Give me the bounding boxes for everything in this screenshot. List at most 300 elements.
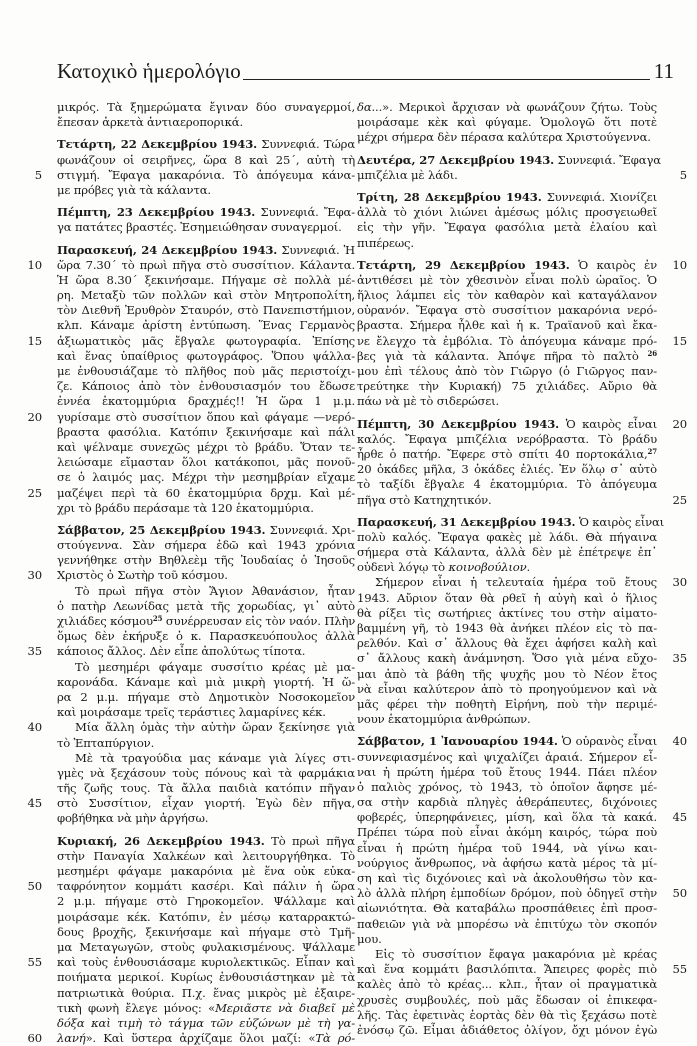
body-text: μου ἐπὶ τέλους ἀπὸ τὸν Γιῶργο (ὁ Γιῶργος παν- bbox=[357, 364, 657, 378]
entry-date: Δευτέρα, 27 Δεκεμβρίου 1943. bbox=[357, 152, 555, 167]
body-text: συννεφιασμένος καὶ ψιχαλίζει ἀραιά. Σήμερον εἶ- bbox=[357, 749, 657, 764]
text-line bbox=[357, 901, 657, 916]
text-line bbox=[357, 333, 687, 349]
entry-date: Πέμπτη, 30 Δεκεμβρίου 1943. bbox=[357, 416, 560, 431]
paragraph-gap bbox=[357, 183, 657, 190]
text-line bbox=[357, 432, 657, 447]
text-line bbox=[357, 560, 657, 575]
body-text: σε ὁ λαιμός μας. Μέχρι τὴν μεσημβρίαν εἴχαμε bbox=[57, 470, 355, 485]
italic-text: δα bbox=[357, 100, 372, 114]
text-line bbox=[57, 970, 355, 985]
body-text: λὸ ἀλλὰ πλήρη ἐμποδίων δρόμον, ποὺ ὁδηγεῖ στὴν bbox=[357, 886, 657, 901]
text-line bbox=[357, 977, 657, 992]
text-line bbox=[57, 675, 355, 690]
text-line bbox=[57, 153, 355, 168]
body-text: ἀξιωματικὸς μᾶς ἔβγαλε φωτογραφία. Ἐπίσης bbox=[57, 333, 355, 348]
body-text: σήμερα στὰ Κάλαντα, ἀλλὰ δὲν μὲ ἐπέτρεψε ἐπ᾽ bbox=[357, 545, 657, 560]
body-text: συνέρρευσαν εἰς τὸν ναόν. Πλὴν bbox=[162, 614, 356, 628]
text-line bbox=[57, 849, 355, 864]
body-text: Ὁ οὐρανὸς εἶναι bbox=[557, 734, 657, 749]
body-text: ποιήματα μερικοί. Κυρίως ἐνθουσιάστηκαν μὲ τὰ bbox=[57, 970, 355, 985]
body-text: βραστα φασόλια. Κατόπιν ξεκινήσαμε καὶ πάλι bbox=[57, 424, 355, 439]
body-text: ταφρόνητον κομμάτι κασέρι. Καὶ πάλιν ἡ ὥρα bbox=[57, 879, 355, 894]
text-line bbox=[57, 1001, 355, 1016]
page-number: 11 bbox=[653, 59, 674, 83]
body-text: τὸ ταξίδι ἔβγαλε 4 ἑκατομμύρια. Τὸ ἀπόγευμα bbox=[357, 477, 657, 492]
text-line bbox=[357, 621, 657, 636]
body-text: Μία ἄλλη ὁμὰς τὴν αὐτὴν ὥραν ξεκίνησε γιὰ bbox=[75, 720, 355, 735]
italic-text: λανή bbox=[57, 1031, 86, 1046]
text-line bbox=[57, 599, 355, 614]
text-line bbox=[27, 796, 355, 811]
text-line bbox=[57, 425, 355, 440]
body-text: νουν ἑκατομμύρια ἀνθρώπων. bbox=[357, 712, 531, 727]
body-text: με πρόβες γιὰ τὰ κάλαντα. bbox=[57, 182, 211, 197]
body-text: Χριστὸς ὁ Σωτὴρ τοῦ κόσμου. bbox=[57, 568, 228, 583]
running-title: Κατοχικὸ ἡμερολόγιο bbox=[57, 59, 241, 83]
text-line bbox=[57, 629, 355, 644]
text-line bbox=[57, 183, 355, 198]
text-line bbox=[357, 871, 657, 886]
text-line bbox=[57, 379, 355, 394]
line-number: 45 bbox=[27, 796, 42, 811]
body-text: μαι ἀπὸ τὰ βάθη τῆς ψυχῆς μου τὸ Νέον ἔτος bbox=[357, 666, 657, 681]
body-text: Τὸ μεσημέρι φάγαμε συσσίτιο κρέας μὲ μα- bbox=[75, 659, 355, 674]
body-text: Εἰς τὸ συσσίτιον ἔφαγα μακαρόνια μὲ κρέας bbox=[375, 946, 657, 961]
body-text: 2 μ.μ. πήγαμε στὸ Γηροκομεῖον. Ψάλλαμε καὶ bbox=[57, 894, 355, 909]
line-number: 30 bbox=[672, 575, 687, 590]
header-rule bbox=[243, 79, 650, 80]
footnote-ref: 26 bbox=[647, 348, 657, 358]
entry-heading-line bbox=[357, 190, 657, 205]
text-line bbox=[357, 545, 657, 560]
text-line bbox=[357, 477, 657, 492]
text-line bbox=[34, 167, 355, 183]
body-text: φοβερές, ὑπερηφάνειες, μίση, καὶ ὅλα τὰ κακά. bbox=[357, 810, 657, 825]
body-text: εἶναι ἡ πρώτη ἡμέρα τοῦ 1944, νὰ γίνω και- bbox=[357, 840, 657, 855]
body-text: ζε. Κάποιος ἀπὸ τὸν ἐνθουσιασμόν του ἔδωσε bbox=[57, 379, 355, 394]
italic-text: κοινοβούλιον bbox=[448, 560, 527, 575]
line-number: 10 bbox=[672, 257, 687, 272]
text-line bbox=[357, 810, 687, 825]
body-text: νε ἔλεγχο τὰ ἐμβόλια. Τὸ ἀπόγευμα κάναμε πρό- bbox=[357, 333, 657, 348]
text-line bbox=[57, 751, 355, 766]
body-text: Ἡ ὥρα 8.30΄ ξεκινήσαμε. Πήγαμε σὲ πολλὰ μέ- bbox=[57, 272, 355, 287]
text-line bbox=[357, 795, 657, 810]
body-text: ση καὶ τὶς διχόνοιες καὶ νὰ ἀκολουθήσω τὸν κα- bbox=[357, 871, 657, 885]
body-text: εἰς τὴν γῆν. Ἔφαγα φασόλια μετὰ ἐλαίου καὶ bbox=[357, 220, 657, 235]
footnote-ref: 25 bbox=[152, 614, 163, 623]
body-text: Τὸ πρωὶ πῆγα bbox=[264, 833, 355, 848]
text-line bbox=[57, 614, 355, 629]
body-text: γεννήθηκε στὴν Βηθλεὲμ τῆς Ἰουδαίας ὁ Ἰησοῦς bbox=[57, 553, 355, 568]
body-text: λῆς. Τὰς ἐφετινὰς ἑορτὰς δὲν θὰ τὶς ξεχάσω ποτὲ bbox=[357, 1007, 657, 1022]
line-number: 35 bbox=[27, 644, 42, 659]
footnote-ref: 27 bbox=[647, 446, 657, 456]
line-number: 55 bbox=[672, 962, 687, 977]
text-line bbox=[357, 606, 657, 621]
text-line bbox=[57, 894, 355, 909]
text-line bbox=[57, 864, 355, 879]
text-line bbox=[57, 220, 355, 235]
body-text: οὐρανόν. Ἔφαγα στὸ συσσίτιον μακαρόνια νερό- bbox=[357, 303, 657, 318]
body-text: Συννεφιά. Χρι- bbox=[265, 522, 355, 537]
line-number: 5 bbox=[679, 167, 687, 182]
text-line bbox=[357, 462, 657, 477]
entry-date: Παρασκευή, 31 Δεκεμβρίου 1943. bbox=[357, 514, 576, 529]
text-line bbox=[357, 712, 657, 727]
body-text: πάω νὰ μὲ τὸ σιδερώσει. bbox=[357, 394, 500, 409]
paragraph-gap bbox=[57, 827, 355, 834]
text-line bbox=[57, 553, 355, 568]
text-line bbox=[57, 394, 355, 409]
footnote-marker[interactable] bbox=[648, 349, 657, 358]
body-text: μαζέψει περὶ τὰ 60 ἑκατομμύρια δρχμ. Καὶ μέ- bbox=[57, 485, 355, 500]
body-text: γμὲς νὰ ξεχάσουν τοὺς πόνους καὶ τὰ φαρμάκια bbox=[57, 765, 355, 780]
text-line bbox=[27, 1031, 356, 1046]
text-line bbox=[357, 167, 687, 183]
body-text: δους βροχῆς, ξεκινήσαμε καὶ πήγαμε στὸ Τμῆ- bbox=[57, 924, 355, 939]
left-column bbox=[27, 100, 356, 1046]
text-line bbox=[27, 644, 355, 659]
body-text: καὶ ἕνας ὑπαίθριος φωτογράφος. Ὅπου ψάλλα- bbox=[57, 348, 355, 363]
body-text: νὰ εἶναι καλύτερον ἀπὸ τὸ προηγούμενον καὶ νὰ bbox=[357, 681, 657, 696]
body-text: Ὁ καιρὸς εἶναι bbox=[559, 416, 658, 431]
body-text: Συννεφιά. Ἔφαγα bbox=[554, 152, 661, 167]
entry-date: Σάββατον, 1 Ἰανουαρίου 1944. bbox=[357, 734, 558, 749]
text-line bbox=[357, 273, 657, 288]
paragraph-gap bbox=[57, 236, 355, 243]
body-text: θὰ ρίξει τὶς σωτήριες ἀκτίνες του στὴν αἱματο- bbox=[357, 605, 657, 620]
running-header bbox=[57, 54, 674, 84]
text-line bbox=[357, 591, 657, 606]
text-line bbox=[357, 349, 657, 364]
line-number: 20 bbox=[672, 416, 687, 431]
body-text: ἔπεσαν ἀρκετὰ ἀντιαεροπορικά. bbox=[57, 115, 243, 130]
text-line bbox=[357, 115, 657, 130]
body-text: ὥρα 7.30΄ τὸ πρωὶ πῆγα στὸ συσσίτιον. Κάλαντα. bbox=[57, 257, 355, 272]
body-text: καὶ ψέλναμε συνεχῶς μέχρι τὸ βράδυ. Ὅταν τε- bbox=[57, 439, 355, 454]
body-text: μπιζέλια μὲ λάδι. bbox=[357, 167, 458, 182]
body-text: ρα 2 μ.μ. πήγαμε στὸ Δημοτικὸν Νοσοκομεῖον bbox=[57, 689, 355, 704]
entry-heading-line bbox=[357, 257, 687, 273]
paragraph-gap bbox=[357, 146, 657, 153]
body-text: βες γιὰ τὰ κάλαντα. Ἀπόψε πῆρα τὸ παλτὸ bbox=[357, 348, 648, 363]
entry-heading-line bbox=[57, 834, 355, 849]
text-line bbox=[27, 257, 355, 273]
footnote-marker[interactable] bbox=[153, 614, 162, 623]
text-line bbox=[57, 288, 355, 303]
line-number: 10 bbox=[27, 257, 42, 272]
text-line bbox=[57, 705, 355, 720]
entry-heading-line bbox=[357, 416, 687, 432]
text-line bbox=[57, 100, 355, 115]
line-number: 45 bbox=[672, 810, 687, 825]
entry-date: Παρασκευή, 24 Δεκεμβρίου 1943. bbox=[57, 242, 278, 257]
text-line bbox=[357, 288, 657, 303]
entry-heading-line bbox=[57, 137, 355, 152]
entry-date: Σάββατον, 25 Δεκεμβρίου 1943. bbox=[57, 522, 266, 537]
line-number: 20 bbox=[27, 409, 42, 424]
text-line bbox=[357, 530, 657, 545]
entry-heading-line bbox=[57, 243, 355, 258]
line-number: 35 bbox=[672, 651, 687, 666]
line-number: 40 bbox=[27, 720, 42, 735]
body-text: Συννεφιά. Ἡ bbox=[277, 242, 355, 257]
body-text: ὅμως δὲν ἐκήρυξε ὁ κ. Παρασκευόπουλος ἀλλὰ bbox=[57, 629, 355, 644]
body-text: πατριωτικὰ θούρια. Π.χ. ἕνας μικρὸς μὲ ἐξαιρε- bbox=[57, 985, 355, 1000]
paragraph-gap bbox=[357, 508, 657, 515]
body-text: ». Καὶ ὕστερα ἀρχίζαμε ὅλοι μαζί: « bbox=[85, 1031, 316, 1046]
text-line bbox=[357, 492, 687, 508]
text-line bbox=[27, 485, 355, 501]
text-line bbox=[57, 910, 355, 925]
text-line bbox=[57, 440, 355, 455]
body-text: Ὁ καιρὸς εἶναι bbox=[575, 514, 665, 529]
body-text: οὐδενὶ λόγῳ τὸ bbox=[357, 560, 449, 575]
body-text: Μὲ τὰ τραγούδια μας κάναμε γιὰ λίγες στι- bbox=[75, 750, 355, 765]
paragraph-gap bbox=[357, 251, 657, 258]
body-text: Πρέπει τώρα ποὺ εἶναι ἀκόμη καιρός, τώρα ποὺ bbox=[357, 825, 657, 840]
entry-heading-line bbox=[357, 152, 661, 168]
text-line bbox=[357, 993, 657, 1008]
body-text: φοβήθηκα νὰ μὴν ἀργήσω. bbox=[57, 811, 209, 826]
paragraph-gap bbox=[357, 410, 657, 417]
body-text: στιγμή. Ἔφαγα μακαρόνια. Τὸ ἀπόγευμα κάνα- bbox=[57, 167, 355, 182]
body-text: καλός. Ἔφαγα μπιζέλια νερόβραστα. Τὸ βράδυ bbox=[357, 431, 657, 446]
text-line bbox=[357, 130, 657, 145]
body-text: ρελθόν. Καὶ σ᾽ ἄλλους θὰ ἔχει ἀφήσει καλὴ καὶ bbox=[357, 636, 657, 651]
body-text: λειώσαμε εἴμασταν ὅλοι κατάκοποι, μᾶς πονοῦ- bbox=[57, 455, 355, 470]
line-number: 60 bbox=[27, 1031, 42, 1046]
text-line bbox=[357, 917, 657, 932]
text-line bbox=[357, 667, 657, 682]
body-text: τῆς ζωῆς τους. Τὰ ἄλλα παιδιὰ κατόπιν πῆγαν bbox=[57, 781, 355, 796]
entry-date: Τετάρτη, 22 Δεκεμβρίου 1943. bbox=[57, 137, 258, 152]
entry-heading-line bbox=[57, 523, 355, 538]
line-number: 5 bbox=[34, 167, 42, 182]
body-text: μικρός. Τὰ ξημερώματα ἔγιναν δύο συναγερμοί, bbox=[57, 100, 355, 114]
body-text: στὸ Συσσίτιον, εἶχαν γιορτή. Ἐγὼ δὲν πῆγα, bbox=[57, 796, 355, 811]
body-text: χιλιάδες κόσμου bbox=[57, 614, 153, 628]
entry-date: Κυριακή, 26 Δεκεμβρίου 1943. bbox=[57, 833, 265, 848]
line-number: 40 bbox=[672, 734, 687, 749]
entry-date: Τρίτη, 28 Δεκεμβρίου 1943. bbox=[357, 189, 542, 204]
text-line bbox=[57, 318, 355, 333]
body-text: καλὲς ἀπὸ τὸ κρέας... κλπ., ἦταν οἱ πραγματικὰ bbox=[357, 977, 657, 992]
body-text: πιπέρεως. bbox=[357, 235, 414, 250]
body-text: μα Μεταγωγῶν, στοὺς φυλακισμένους. Ψάλλαμε bbox=[57, 939, 355, 954]
body-text: τὸν Διεθνῆ Ἐρυθρὸν Σταυρόν, στὸ Πανεπιστήμιον, bbox=[57, 303, 355, 318]
line-number: 25 bbox=[672, 492, 687, 507]
line-number: 55 bbox=[27, 955, 42, 970]
italic-text: δόξα καὶ τιμὴ τὸ τάγμα τῶν εὐζώνων μὲ τὴ γα- bbox=[57, 1015, 355, 1030]
body-text: στὴν Παναγία Χαλκέων καὶ λειτουργήθηκα. Τὸ bbox=[57, 848, 355, 863]
entry-heading-line bbox=[357, 734, 687, 749]
body-text: μου. bbox=[357, 931, 382, 946]
text-line bbox=[357, 394, 657, 409]
text-line bbox=[57, 470, 355, 485]
text-line bbox=[57, 115, 355, 130]
body-text: Συννεφιά. Τώρα bbox=[257, 137, 355, 152]
text-line bbox=[357, 780, 657, 795]
body-text: ...». Μερικοὶ ἄρχισαν νὰ φωνάζουν ζήτω. Τοὺς bbox=[371, 100, 657, 114]
text-line bbox=[357, 682, 657, 697]
body-text: γα πατάτες βραστές. Ἐσημειώθησαν συναγερμοί. bbox=[57, 220, 342, 235]
body-text: βαμμένη γῆ, τὸ 1943 θὰ ἀνήκει πλέον εἰς τὸ πα- bbox=[357, 621, 657, 635]
text-line bbox=[357, 205, 657, 220]
text-line bbox=[357, 236, 657, 251]
body-text: ναι ἡ πρώτη ἡμέρα τοῦ ἔτους 1944. Πάει πλέον bbox=[357, 764, 657, 779]
body-text: ἀλλὰ τὸ χιόνι λιώνει ἀμέσως μόλις προσγειωθεῖ bbox=[357, 205, 657, 220]
body-text: 1943. Αὔριον ὅταν θὰ ρθεῖ ἡ αὐγὴ καὶ ὁ ἥλιος bbox=[357, 590, 657, 605]
entry-heading-line bbox=[57, 205, 355, 220]
line-number: 15 bbox=[27, 333, 42, 348]
body-text: ἀντιθέσει μὲ τὸν χθεσινὸν εἶναι πολὺ ὡραῖος. Ὁ bbox=[357, 272, 657, 287]
text-line bbox=[357, 1008, 657, 1023]
text-line bbox=[357, 750, 657, 765]
entry-date: Πέμπτη, 23 Δεκεμβρίου 1943. bbox=[57, 205, 256, 220]
body-text: ἦρθε ὁ πατήρ. Ἔφερε στὸ σπίτι 40 πορτοκάλια, bbox=[357, 446, 648, 461]
body-text: πολὺ καλός. Ἔφαγα φακὲς μὲ λάδι. Θὰ πήγαινα bbox=[357, 529, 657, 544]
body-text: χρυσὲς συμβουλές, ποὺ μᾶς ἔδωσαν οἱ ἐπικεφα- bbox=[357, 992, 657, 1007]
body-text: μεσημέρι φάγαμε μακαρόνια μὲ ἕνα οὐκ εὐκα- bbox=[57, 864, 355, 878]
body-text: ἐννέα ἑκατομμύρια δραχμές!! Ἡ ὥρα 1 μ.μ. bbox=[57, 394, 355, 409]
text-line bbox=[357, 303, 657, 318]
body-text: Σήμερον εἶναι ἡ τελευταία ἡμέρα τοῦ ἔτους bbox=[375, 575, 657, 590]
text-line bbox=[57, 584, 355, 599]
body-text: ρη. Μεταξὺ τῶν πολλῶν καὶ στὸν Μητροπολίτη, bbox=[57, 288, 355, 303]
body-text: καὶ ἕνα κομμάτι βασιλόπιτα. Ἄπειρες φορὲς πιὸ bbox=[357, 962, 657, 977]
text-line bbox=[57, 925, 355, 940]
text-line bbox=[357, 841, 657, 856]
body-text: χρι τὸ βράδυ περάσαμε τὰ 120 ἑκατομμύρια. bbox=[57, 500, 314, 515]
body-text: ἥλιος λάμπει εἰς τὸν καθαρὸν καὶ καταγάλανον bbox=[357, 288, 657, 303]
body-text: μοιράσαμε κέκ. Κατόπιν, ἐν μέσῳ καταρρακτώ- bbox=[57, 909, 355, 924]
text-line bbox=[357, 947, 657, 962]
text-line bbox=[357, 856, 657, 871]
body-text: Συννεφιά. Ἔφα- bbox=[255, 205, 356, 220]
body-text: πῆγα στὸ Κατηχητικόν. bbox=[357, 492, 492, 507]
body-text: αἰωνιότητα. Θὰ καταβάλω προσπάθειες ἐπὶ προσ- bbox=[357, 901, 657, 916]
text-line bbox=[57, 501, 355, 516]
text-line bbox=[27, 955, 355, 970]
paragraph-gap bbox=[57, 130, 355, 137]
body-text: μέχρι σήμερα δὲν πέρασα καλύτερα Χριστούγεννα. bbox=[357, 130, 651, 145]
body-text: καὶ μοιράσαμε τρεῖς τεράστιες λαμαρίνες κέκ. bbox=[57, 705, 326, 720]
body-text: Συννεφιά. Χιονίζει bbox=[541, 189, 657, 204]
text-line bbox=[357, 651, 687, 666]
text-line bbox=[57, 766, 355, 781]
text-line bbox=[57, 736, 355, 751]
text-line bbox=[57, 1016, 355, 1031]
line-number: 30 bbox=[27, 568, 42, 583]
body-text: τρεύτηκε τὴν Κυριακή) 75 χιλιάδες. Αὔριο θὰ bbox=[357, 379, 657, 394]
italic-text: Μεριᾶστε νὰ διαβεῖ μὲ bbox=[215, 1000, 355, 1015]
text-line bbox=[57, 811, 355, 826]
text-line bbox=[57, 349, 355, 364]
body-text: μᾶς φέρει τὴν ποθητὴ Εἰρήνη, ποὺ τὴν περιμέ- bbox=[357, 696, 657, 711]
text-line bbox=[27, 409, 355, 425]
line-number: 15 bbox=[672, 333, 687, 348]
entry-date: Τετάρτη, 29 Δεκεμβρίου 1943. bbox=[357, 257, 570, 272]
body-text: 20 ὀκάδες μῆλα, 3 ὀκάδες ἐλιές. Ἐν ὅλῳ σ᾽ αὐτὸ bbox=[357, 462, 657, 477]
text-line bbox=[57, 660, 355, 675]
text-line bbox=[357, 825, 657, 840]
body-text: ὁ παλιὸς χρόνος, τὸ 1943, τὸ ὁποῖον ἄφησε μέ- bbox=[357, 779, 657, 794]
text-line bbox=[357, 962, 687, 977]
body-text: κάποιος ἄλλος. Δὲν εἶπε ἀπολύτως τίποτα. bbox=[57, 644, 306, 659]
text-line bbox=[57, 455, 355, 470]
entry-heading-line bbox=[357, 514, 665, 530]
body-text: παθειῶν γιὰ νὰ μπορέσω νὰ ἐπιτύχω τὸν σκοπόν bbox=[357, 916, 657, 931]
footnote-marker[interactable] bbox=[648, 447, 657, 456]
text-line bbox=[357, 575, 687, 590]
body-text: σα στὴν καρδιὰ πληγὲς ἀθεράπευτες, διχόνοιες bbox=[357, 795, 657, 810]
paragraph-gap bbox=[57, 198, 355, 205]
body-text: καὶ τοὺς ἐνθουσιάσαμε κυριολεκτικῶς. Εἶπαν καὶ bbox=[57, 955, 355, 970]
body-text: καρονάδα. Κάναμε καὶ μιὰ μικρὴ γιορτή. Ἡ ὥ- bbox=[57, 674, 355, 689]
text-line bbox=[57, 690, 355, 705]
body-text: σ᾽ ἄλλους κακὴ ἀνάμνηση. Ὅσο γιὰ μένα εὔχο- bbox=[357, 651, 657, 666]
text-line bbox=[57, 364, 355, 379]
body-text: Τὸ πρωὶ πῆγα στὸν Ἅγιον Ἀθανάσιον, ἦταν bbox=[75, 583, 355, 598]
text-line bbox=[357, 1023, 657, 1038]
italic-text: Τὰ ρό- bbox=[315, 1031, 356, 1046]
body-text: στούγεννα. Σὰν σήμερα ἐδῶ καὶ 1943 χρόνια bbox=[57, 538, 355, 553]
body-text: βραστα. Σήμερα ἦλθε καὶ ἡ κ. Τραϊανοῦ καὶ ἔκα- bbox=[357, 318, 657, 333]
text-line bbox=[27, 568, 355, 583]
body-text: νούργιος ἄνθρωπος, νὰ ἀφήσω κατὰ μέρος τὰ μί- bbox=[357, 855, 657, 870]
body-text: ὁ πατὴρ Λεωνίδας μετὰ τῆς χορωδίας, γι᾽ αὐτὸ bbox=[57, 598, 355, 613]
body-text: Ὁ καιρὸς ἐν bbox=[569, 257, 657, 272]
body-text: τικὴ φωνὴ ἔλεγε μόνος: « bbox=[57, 1000, 216, 1015]
text-line bbox=[57, 940, 355, 955]
text-line bbox=[357, 697, 657, 712]
text-line bbox=[357, 364, 657, 379]
text-line bbox=[57, 986, 355, 1001]
text-line bbox=[357, 379, 657, 394]
body-text: γυρίσαμε στὸ συσσίτιον ὅπου καὶ φάγαμε —νερό- bbox=[57, 409, 355, 424]
text-line bbox=[27, 333, 355, 349]
paragraph-gap bbox=[57, 516, 355, 523]
body-text: μοιράσαμε κὲκ καὶ φύγαμε. Ὁμολογῶ ὅτι ποτὲ bbox=[357, 115, 657, 130]
line-number: 50 bbox=[672, 886, 687, 901]
text-line bbox=[357, 932, 657, 947]
line-number: 50 bbox=[27, 879, 42, 894]
text-line bbox=[357, 318, 657, 333]
text-line bbox=[357, 220, 657, 235]
text-line bbox=[57, 273, 355, 288]
body-text: τὸ Ἑπταπύργιον. bbox=[57, 735, 155, 750]
body-text: φωνάζουν οἱ σειρῆνες, ὥρα 8 καὶ 25΄, αὐτὴ τὴ bbox=[57, 152, 355, 167]
right-column bbox=[357, 100, 687, 1038]
body-text: . bbox=[526, 560, 531, 575]
body-text: με ἐνθουσιάζαμε τὸ πλῆθος ποὺ μᾶς περιστοίχι- bbox=[57, 364, 355, 378]
body-text: ἐνόσῳ ζῶ. Εἶμαι ἀδιάθετος ὀλίγον, ὄχι μόνον ἐγὼ bbox=[357, 1022, 657, 1037]
text-line bbox=[57, 538, 355, 553]
text-line bbox=[27, 720, 355, 735]
text-line bbox=[27, 879, 355, 894]
text-line bbox=[57, 781, 355, 796]
body-text: κλπ. Κάναμε ἀρίστη ἐντύπωση. Ἕνας Γερμανὸς bbox=[57, 318, 355, 333]
text-line bbox=[357, 636, 657, 651]
text-line bbox=[357, 765, 657, 780]
line-number: 25 bbox=[27, 485, 42, 500]
text-line bbox=[57, 303, 355, 318]
text-line bbox=[357, 447, 657, 462]
text-line bbox=[357, 886, 687, 901]
